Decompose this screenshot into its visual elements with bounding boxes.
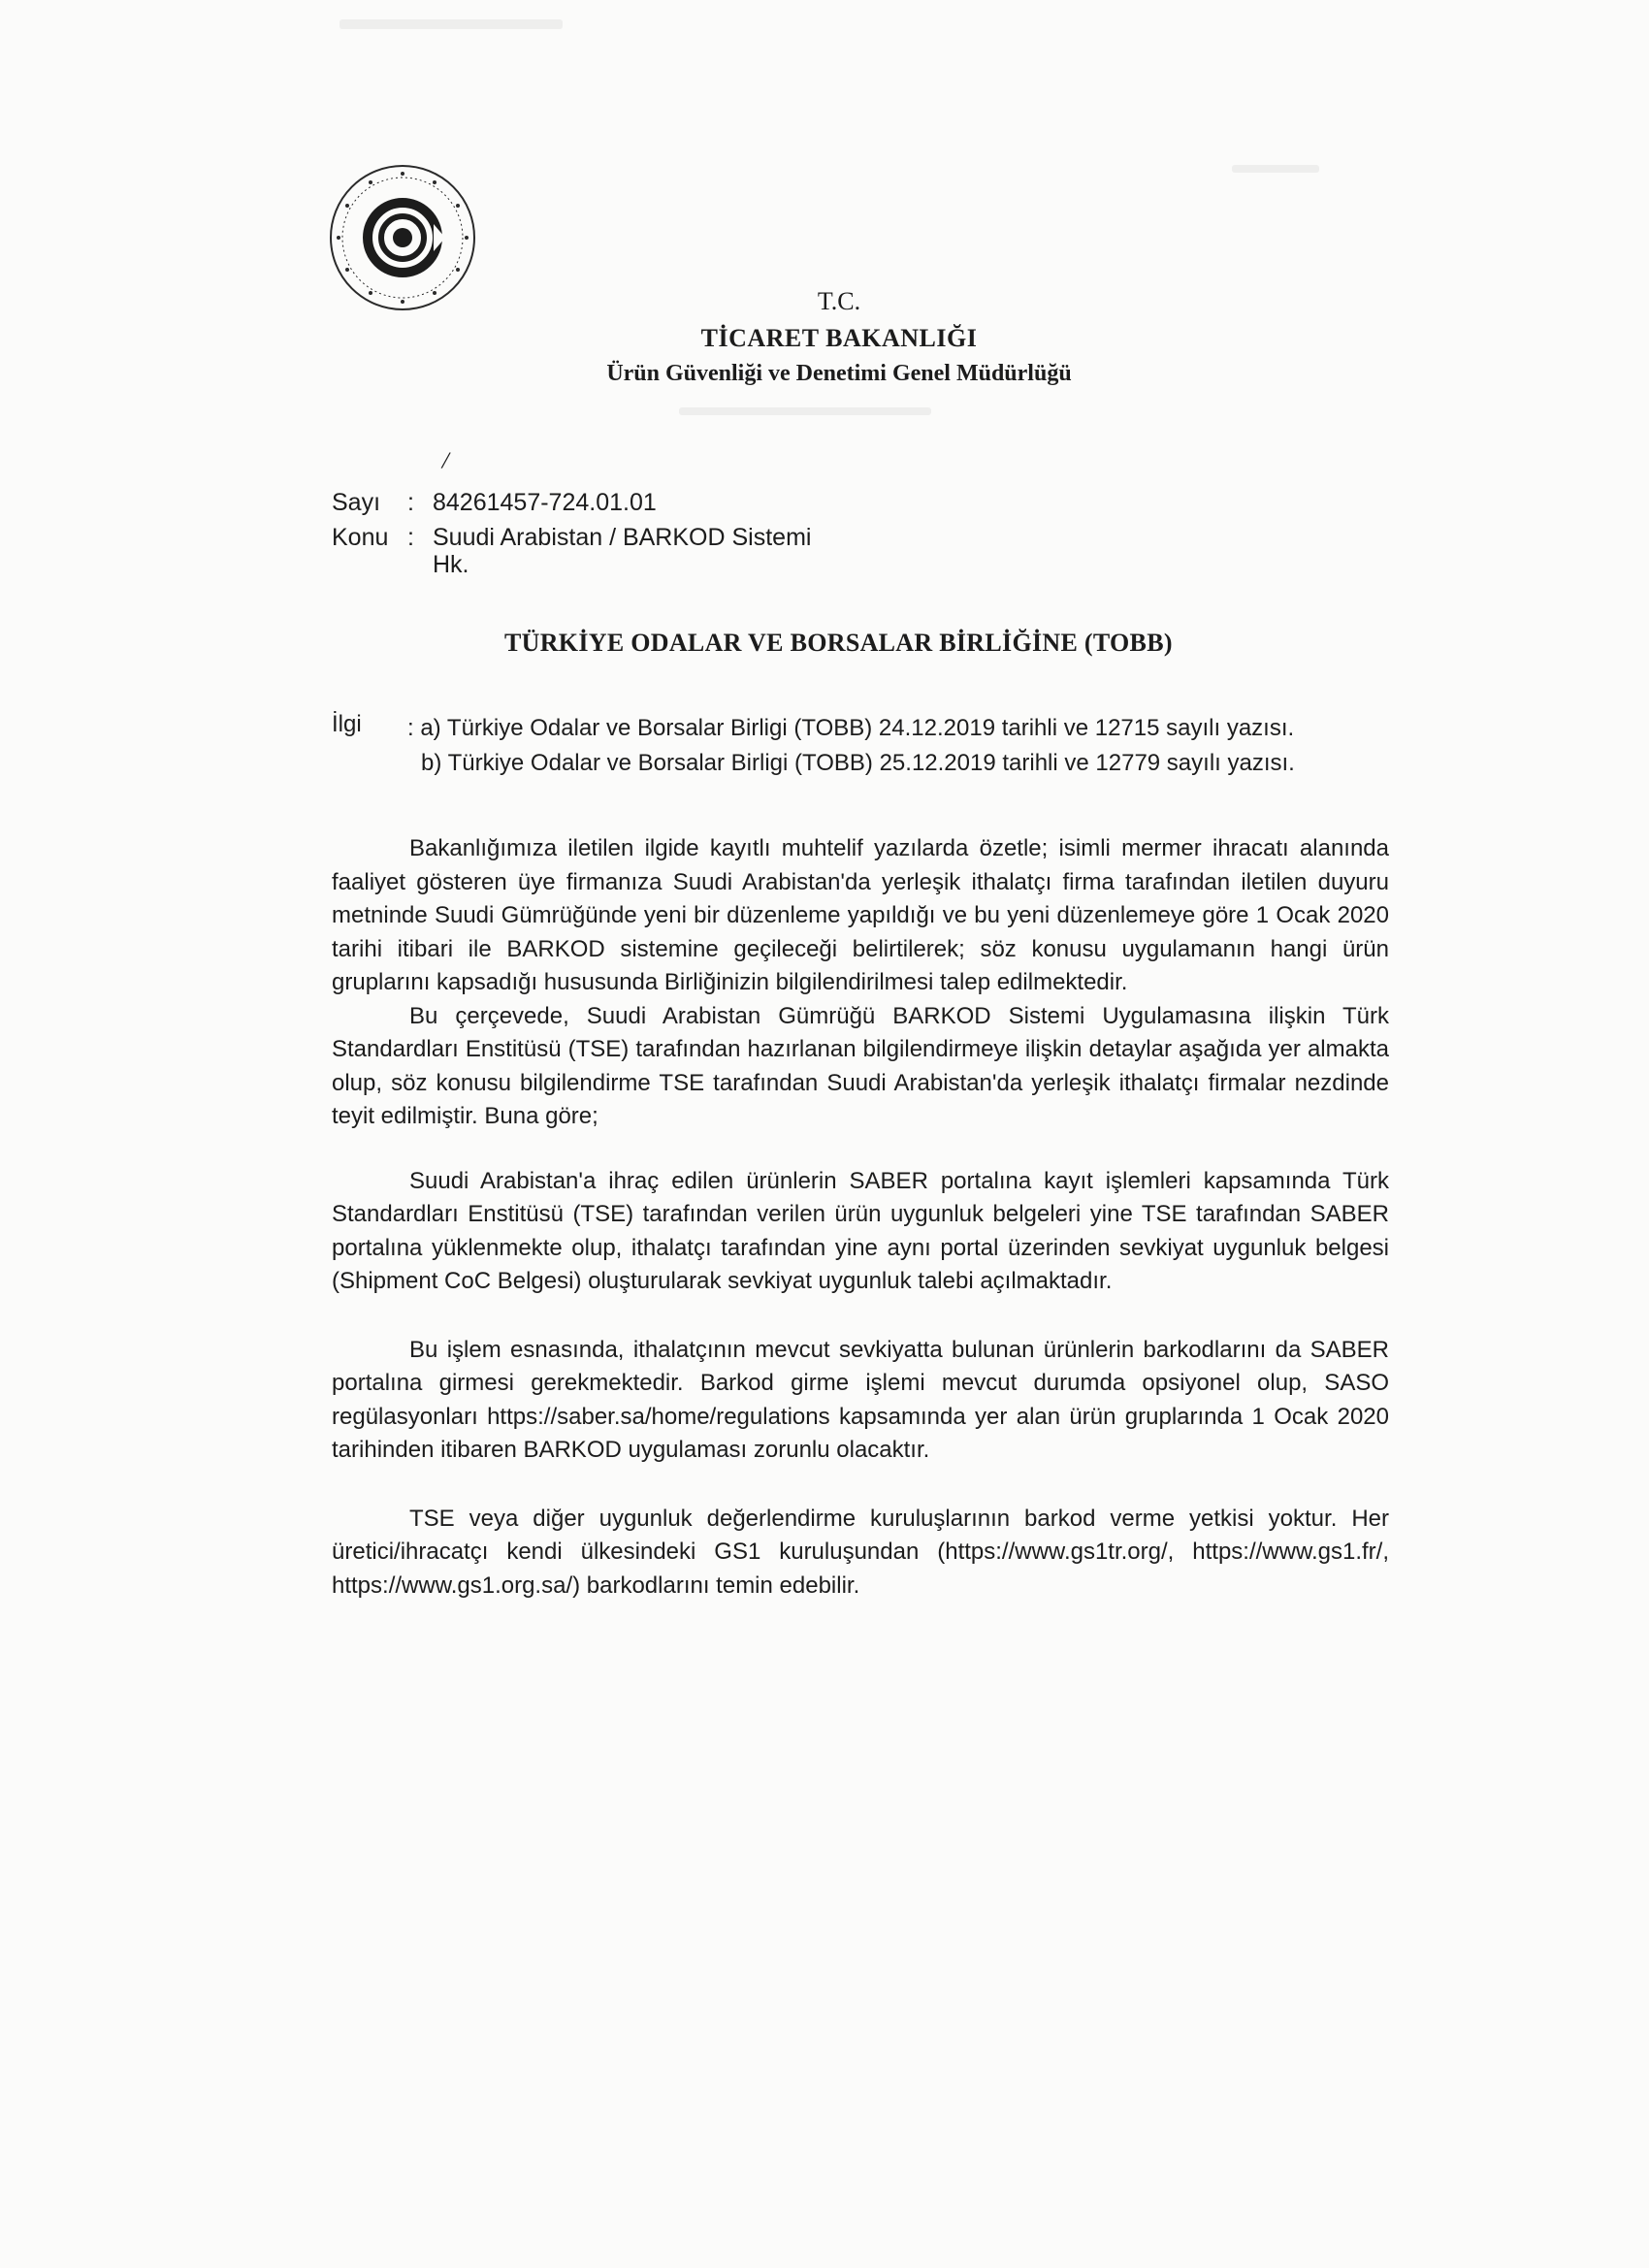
ilgi-list — [407, 711, 1295, 781]
paragraph: Bu çerçevede, Suudi Arabistan Gümrüğü BARKOD Sistemi Uygulamasına ilişkin Türk Standardları Enstitüsü (TSE) tarafından hazırlanan bilgilendirmeye ilişkin detaylar aşağıda yer almakta olup, söz konusu bilgilendirme TSE tarafından Suudi Arabistan'da yerleşik ithalatçı firmalar nezdinde teyit edilmiştir. Buna göre; — [332, 1002, 1389, 1129]
scan-artifact — [679, 407, 931, 415]
sayi-row — [332, 489, 657, 517]
sayi-label: Sayı — [332, 489, 381, 516]
ilgi-block — [332, 711, 1295, 781]
konu-label: Konu — [332, 524, 389, 551]
paragraph: Suudi Arabistan'a ihraç edilen ürünlerin SABER portalına kayıt işlemleri kapsamında Türk Standardları Enstitüsü (TSE) tarafından verilen ürün uygunluk belgeleri yine TSE tarafından SABER portalına yüklenmekte olup, ithalatçı tarafından yine aynı portal üzerinden sevkiyat uygunluk belgesi (Shipment CoC Belgesi) oluşturularak sevkiyat uygunluk talebi açılmaktadır. — [332, 1167, 1389, 1294]
department-title: Ürün Güvenliği ve Denetimi Genel Müdürlüğü — [606, 361, 1072, 386]
letter-body — [332, 832, 1389, 1603]
sayi-colon: : — [407, 489, 414, 516]
konu-row — [332, 524, 811, 578]
handwritten-tick-mark: / — [439, 445, 452, 475]
ilgi-item-a: : a) Türkiye Odalar ve Borsalar Birligi (TOBB) 24.12.2019 tarihli ve 12715 sayılı yazısı. — [407, 715, 1295, 741]
scan-artifact — [1232, 165, 1319, 173]
paragraph: TSE veya diğer uygunluk değerlendirme kuruluşlarının barkod verme yetkisi yoktur. Her üretici/ihracatçı kendi ülkesindeki GS1 kuruluşundan (https://www.gs1tr.org/, https://www.gs1.fr/, https://www.gs1.org.sa/) barkodlarını temin edebilir. — [332, 1505, 1389, 1599]
ilgi-item-b: b) Türkiye Odalar ve Borsalar Birligi (TOBB) 25.12.2019 tarihli ve 12779 sayılı yazısı. — [421, 750, 1295, 776]
paragraph: Bakanlığımıza iletilen ilgide kayıtlı muhtelif yazılarda özetle; isimli mermer ihracatı alanında faaliyet gösteren üye firmanıza Suudi Arabistan'da yerleşik ithalatçı firma tarafından iletilen duyuru metninde Suudi Gümrüğünde yeni bir düzenleme yapıldığı ve bu yeni düzenlemeye göre 1 Ocak 2020 tarihi itibari ile BARKOD sistemine geçileceği belirtilerek; söz konusu uygulamanın hangi ürün gruplarını kapsadığı hususunda Birliğinizin bilgilendirilmesi talep edilmektedir. — [332, 835, 1389, 995]
recipient-heading: TÜRKİYE ODALAR VE BORSALAR BİRLİĞİNE (TOBB) — [504, 629, 1173, 657]
ilgi-label: İlgi — [332, 711, 362, 737]
sayi-value: 84261457-724.01.01 — [433, 489, 657, 516]
ministry-seal-icon — [325, 160, 480, 315]
ministry-title: TİCARET BAKANLIĞI — [700, 324, 978, 352]
konu-value: Suudi Arabistan / BARKOD Sistemi Hk. — [433, 524, 812, 578]
scan-artifact — [340, 19, 563, 29]
paragraph: Bu işlem esnasında, ithalatçının mevcut sevkiyatta bulunan ürünlerin barkodlarını da SABER portalına girmesi gerekmektedir. Barkod girme işlemi mevcut durumda opsiyonel olup, SASO regülasyonları https://saber.sa/home/regulations kapsamında yer alan ürün gruplarında 1 Ocak 2020 tarihinden itibaren BARKOD uygulaması zorunlu olacaktır. — [332, 1336, 1389, 1463]
konu-colon: : — [407, 524, 414, 551]
header-tc: T.C. — [817, 287, 861, 315]
